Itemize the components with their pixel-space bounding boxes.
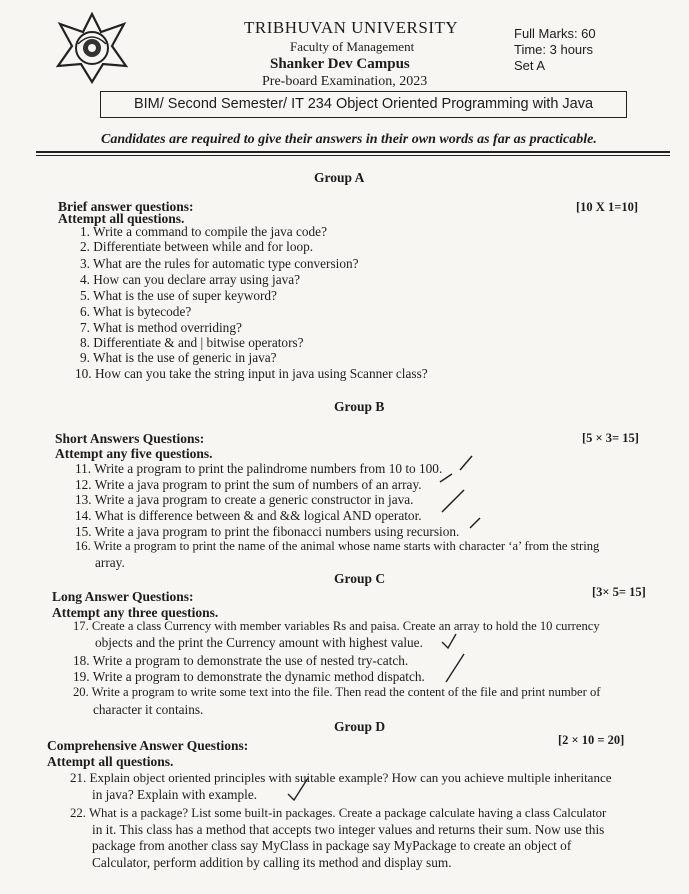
question: 20. Write a program to write some text into the file. Then read the content of the file and print number of <box>73 685 601 699</box>
question: 22. What is a package? List some built-in packages. Create a package calculate having a class Calculator <box>70 806 607 820</box>
group-b-heading: Short Answers Questions: <box>55 431 205 446</box>
university-name: TRIBHUVAN UNIVERSITY <box>244 18 459 37</box>
exam-time: Time: 3 hours <box>514 42 593 57</box>
group-c-attempt: Attempt any three questions. <box>52 605 219 620</box>
instruction: Candidates are required to give their answers in their own words as far as practicable. <box>101 132 597 147</box>
question: 8. Differentiate & and | bitwise operators? <box>80 335 304 350</box>
question: 15. Write a java program to print the fibonacci numbers using recursion. <box>75 524 460 539</box>
question-continuation: package from another class say MyClass in package say MyPackage to create an object of <box>92 838 572 853</box>
group-c-heading: Long Answer Questions: <box>52 589 194 604</box>
question: 18. Write a program to demonstrate the use of nested try-catch. <box>73 653 409 668</box>
course-title: BIM/ Second Semester/ IT 234 Object Oriented Programming with Java <box>100 91 627 118</box>
question: 12. Write a java program to print the sum of numbers of an array. <box>75 477 422 492</box>
group-d-heading: Comprehensive Answer Questions: <box>47 738 249 753</box>
question: 19. Write a program to demonstrate the dynamic method dispatch. <box>73 669 425 684</box>
question: 6. What is bytecode? <box>80 304 192 319</box>
campus-name: Shanker Dev Campus <box>270 56 410 72</box>
question: 17. Create a class Currency with member variables Rs and paisa. Create an array to hold the 10 currency <box>73 619 600 633</box>
question-continuation: objects and the print the Currency amount with highest value. <box>95 635 423 650</box>
group-a-heading: Brief answer questions: <box>58 199 194 214</box>
question-continuation: in it. This class has a method that accepts two integer values and returns their sum. Now use this <box>92 822 605 837</box>
question: 5. What is the use of super keyword? <box>80 288 277 303</box>
handwritten-tick-marks-icon <box>430 452 490 532</box>
group-a-title: Group A <box>314 170 365 185</box>
question: 3. What are the rules for automatic type conversion? <box>80 256 359 271</box>
question: 9. What is the use of generic in java? <box>80 350 277 365</box>
question: 7. What is method overriding? <box>80 320 242 335</box>
question: 21. Explain object oriented principles with suitable example? How can you achieve multiple inheritance <box>70 770 612 785</box>
university-logo-icon <box>52 12 132 84</box>
faculty-name: Faculty of Management <box>290 39 415 54</box>
full-marks: Full Marks: 60 <box>514 26 596 41</box>
question: 14. What is difference between & and && logical AND operator. <box>75 508 422 523</box>
group-c-title: Group C <box>334 571 386 586</box>
question: 11. Write a program to print the palindrome numbers from 10 to 100. <box>75 461 443 476</box>
exam-name: Pre-board Examination, 2023 <box>262 74 428 89</box>
group-b-marks: [5 × 3= 15] <box>582 431 639 445</box>
question-continuation: Calculator, perform addition by calling its method and display sum. <box>92 855 452 870</box>
handwritten-tick-icon <box>284 774 314 804</box>
group-d-marks: [2 × 10 = 20] <box>558 733 625 747</box>
question: 1. Write a command to compile the java code? <box>80 224 327 239</box>
group-b-attempt: Attempt any five questions. <box>55 446 213 461</box>
question: 10. How can you take the string input in java using Scanner class? <box>75 366 428 381</box>
group-c-marks: [3× 5= 15] <box>592 585 646 599</box>
handwritten-tick-marks-icon <box>440 630 480 690</box>
group-b-title: Group B <box>334 399 385 414</box>
group-d-title: Group D <box>334 719 386 734</box>
group-d-attempt: Attempt all questions. <box>47 754 174 769</box>
question: 16. Write a program to print the name of the animal whose name starts with character ‘a’ from the string <box>75 539 600 553</box>
question: 2. Differentiate between while and for loop. <box>80 239 314 254</box>
question-continuation: array. <box>95 555 125 570</box>
group-a-attempt: Attempt all questions. <box>58 211 185 226</box>
divider <box>36 151 670 153</box>
question-continuation: character it contains. <box>93 702 204 717</box>
exam-set: Set A <box>514 58 546 73</box>
question: 4. How can you declare array using java? <box>80 272 301 287</box>
divider <box>36 155 670 156</box>
group-a-marks: [10 X 1=10] <box>576 200 638 214</box>
question: 13. Write a java program to create a generic constructor in java. <box>75 492 414 507</box>
question-continuation: in java? Explain with example. <box>92 787 258 802</box>
